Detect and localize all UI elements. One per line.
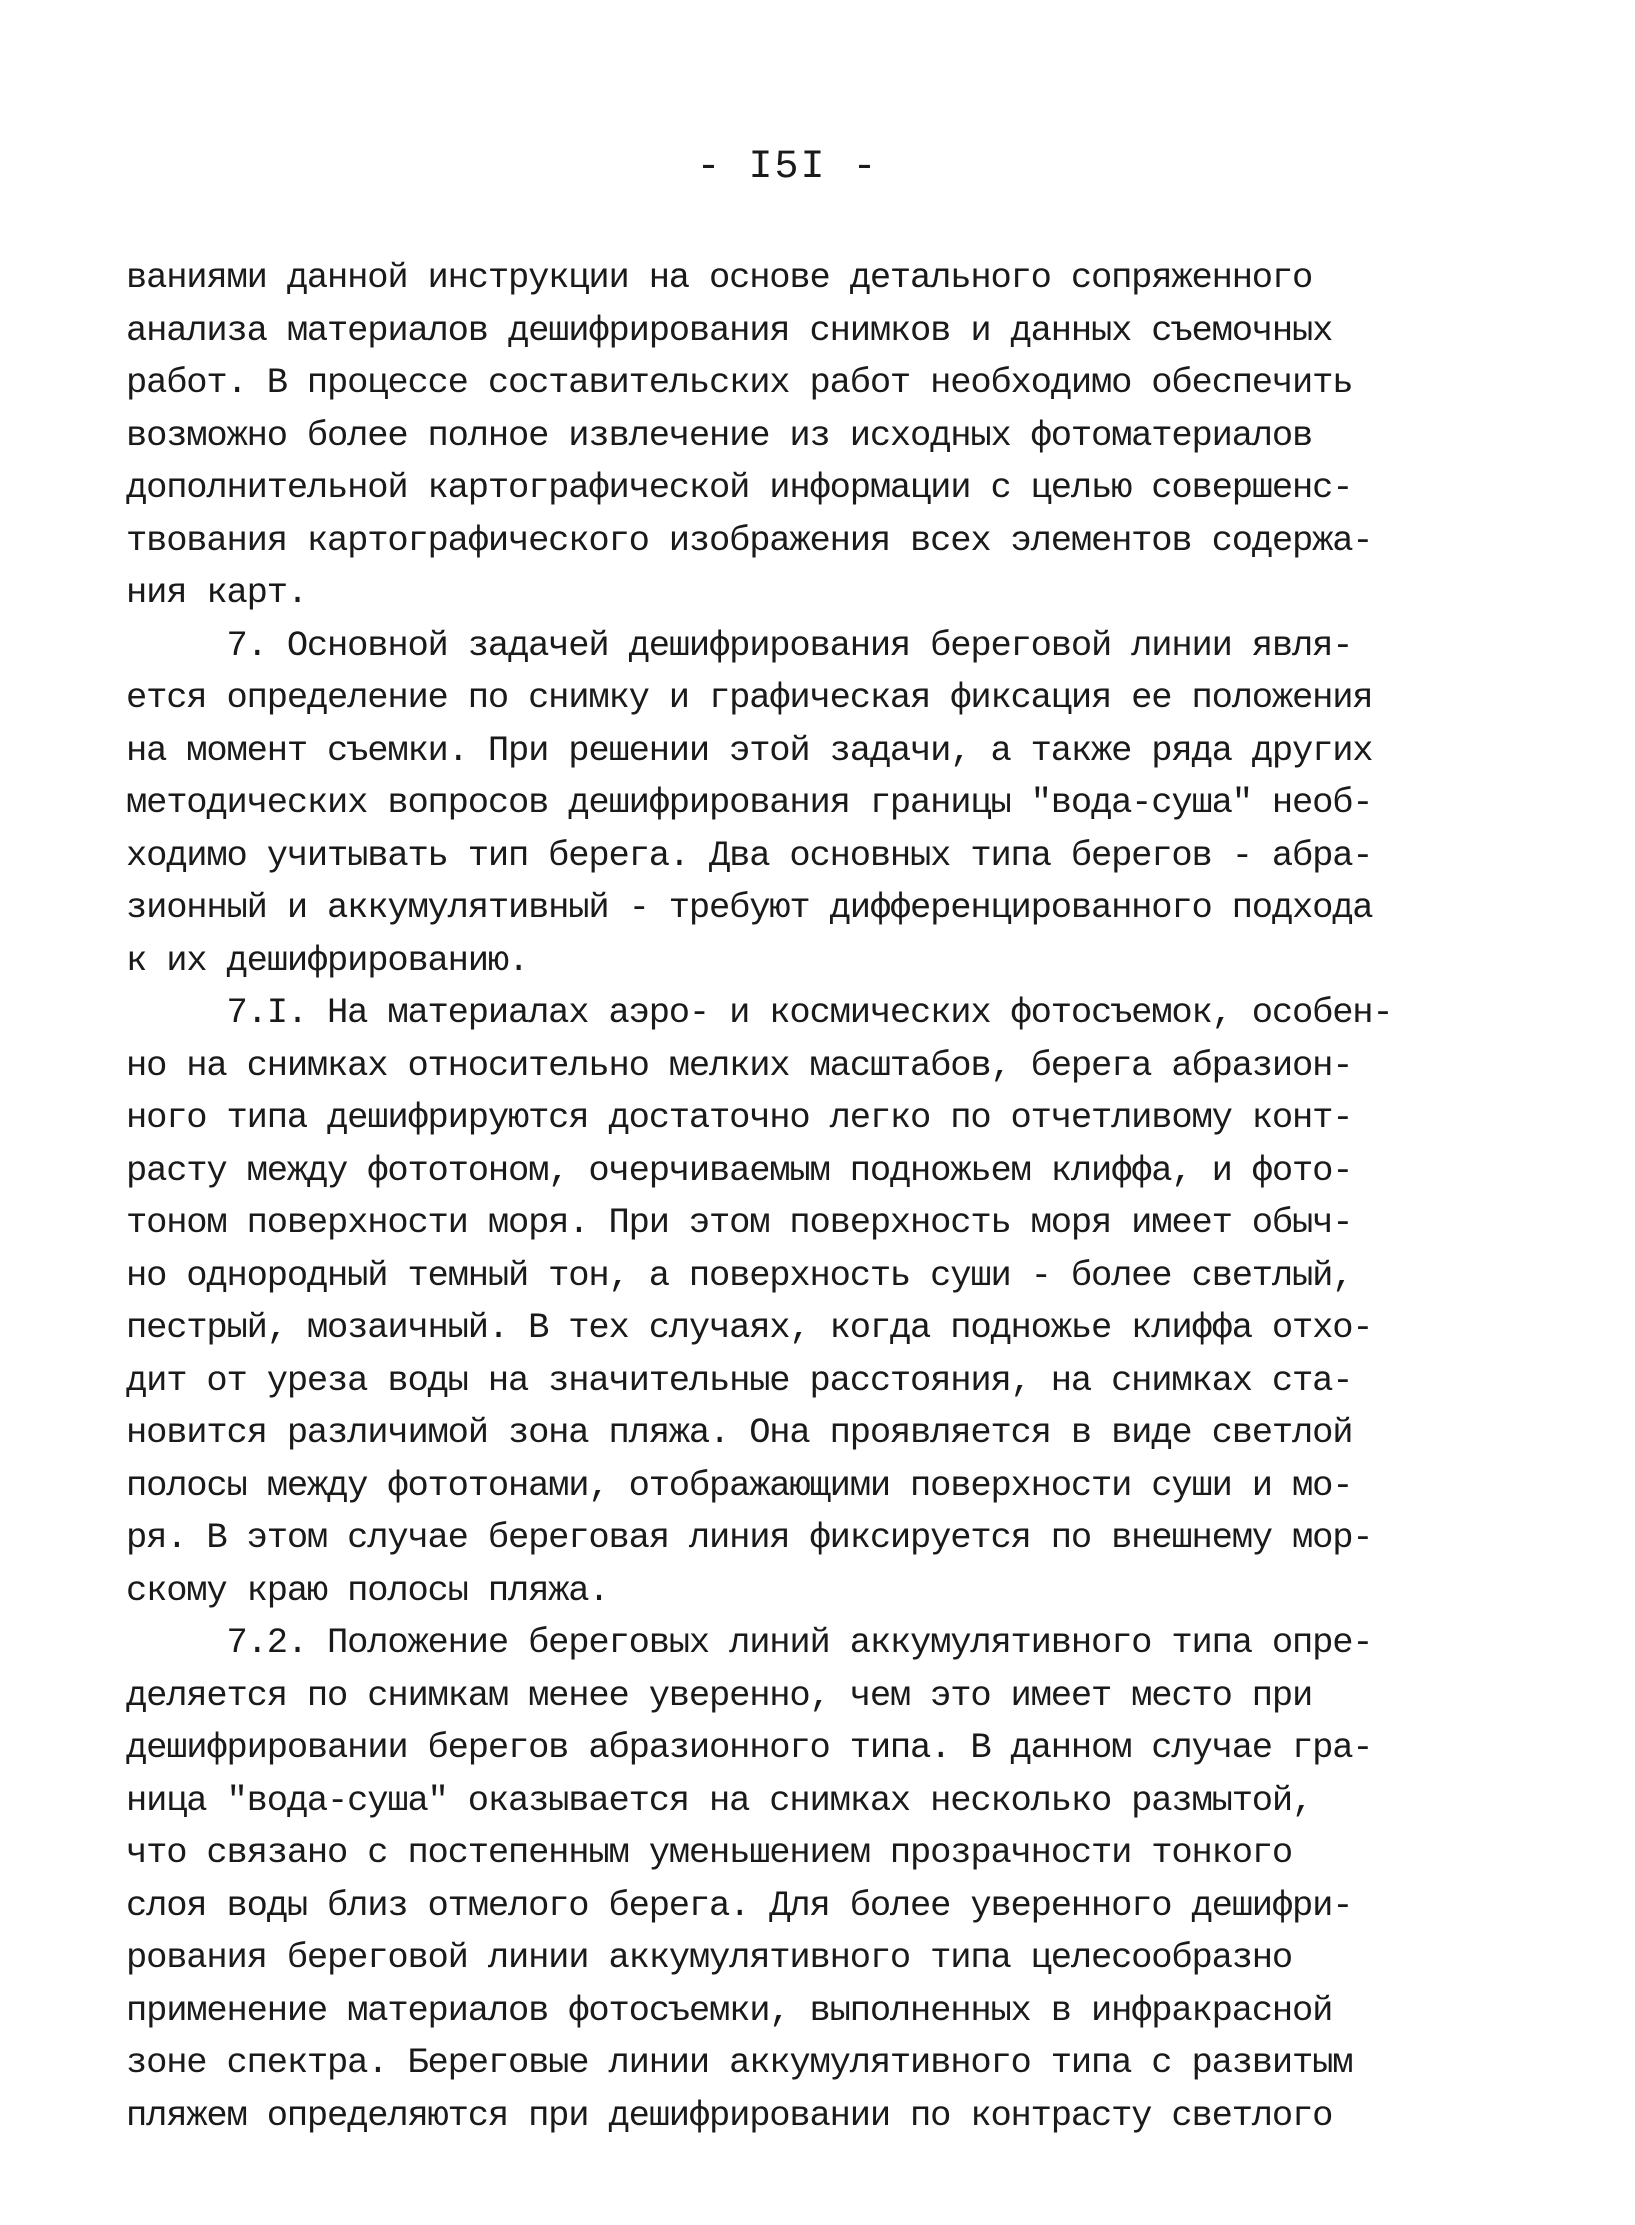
text-line: полосы между фототонами, отображающими поверхности суши и мо-: [126, 1464, 1353, 1506]
text-line: 7.2. Положение береговых линий аккумулятивного типа опре-: [126, 1622, 1373, 1663]
text-line: методических вопросов дешифрирования границы "вода-суша" необ-: [126, 782, 1373, 823]
text-line: 7.I. На материалах аэро- и космических фотосъемок, особен-: [126, 992, 1393, 1033]
text-line: ния карт.: [126, 572, 307, 613]
text-line: к их дешифрированию.: [126, 939, 529, 981]
text-line: ного типа дешифрируются достаточно легко по отчетливому конт-: [126, 1097, 1353, 1138]
text-line: слоя воды близ отмелого берега. Для более уверенного дешифри-: [126, 1884, 1353, 1926]
text-line: деляется по снимкам менее уверенно, чем это имеет место при: [126, 1674, 1313, 1716]
text-line: 7. Основной задачей дешифрирования береговой линии явля-: [126, 624, 1353, 666]
text-line: ется определение по снимку и графическая фиксация ее положения: [126, 677, 1373, 718]
text-line: ря. В этом случае береговая линия фиксируется по внешнему мор-: [126, 1517, 1373, 1558]
text-line: твования картографического изображения всех элементов содержа-: [126, 519, 1373, 561]
text-line: ница "вода-суша" оказывается на снимках несколько размытой,: [126, 1779, 1313, 1821]
text-line: ходимо учитывать тип берега. Два основных типа берегов - абра-: [126, 834, 1373, 876]
text-line: но однородный темный тон, а поверхность суши - более светлый,: [126, 1254, 1353, 1296]
text-line: дешифрировании берегов абразионного типа. В данном случае гра-: [126, 1727, 1373, 1768]
text-line: дит от уреза воды на значительные расстояния, на снимках ста-: [126, 1359, 1353, 1401]
text-line: зионный и аккумулятивный - требуют дифференцированного подхода: [126, 887, 1373, 928]
text-line: дополнительной картографической информации с целью совершенс-: [126, 467, 1353, 508]
text-line: новится различимой зона пляжа. Она проявляется в виде светлой: [126, 1412, 1353, 1453]
text-line: анализа материалов дешифрирования снимков и данных съемочных: [126, 309, 1333, 351]
text-line: но на снимках относительно мелких масштабов, берега абразион-: [126, 1044, 1353, 1086]
text-line: на момент съемки. При решении этой задачи, а также ряда других: [126, 729, 1373, 771]
body-text: [126, 252, 1466, 2142]
text-line: пестрый, мозаичный. В тех случаях, когда подножье клиффа отхо-: [126, 1307, 1373, 1348]
text-line: рования береговой линии аккумулятивного типа целесообразно: [126, 1937, 1293, 1978]
text-line: расту между фототоном, очерчиваемым подножьем клиффа, и фото-: [126, 1149, 1353, 1191]
text-line: тоном поверхности моря. При этом поверхность моря имеет обыч-: [126, 1202, 1353, 1243]
text-line: пляжем определяются при дешифрировании по контрасту светлого: [126, 2094, 1333, 2136]
text-line: что связано с постепенным уменьшением прозрачности тонкого: [126, 1832, 1293, 1873]
text-line: работ. В процессе составительских работ необходимо обеспечить: [126, 362, 1353, 403]
text-line: скому краю полосы пляжа.: [126, 1569, 609, 1611]
text-line: возможно более полное извлечение из исходных фотоматериалов: [126, 414, 1313, 456]
page-number: - I5I -: [696, 145, 879, 190]
text-line: зоне спектра. Береговые линии аккумулятивного типа с развитым: [126, 2042, 1353, 2083]
text-line: ваниями данной инструкции на основе детального сопряженного: [126, 257, 1313, 298]
text-line: применение материалов фотосъемки, выполненных в инфракрасной: [126, 1989, 1333, 2031]
